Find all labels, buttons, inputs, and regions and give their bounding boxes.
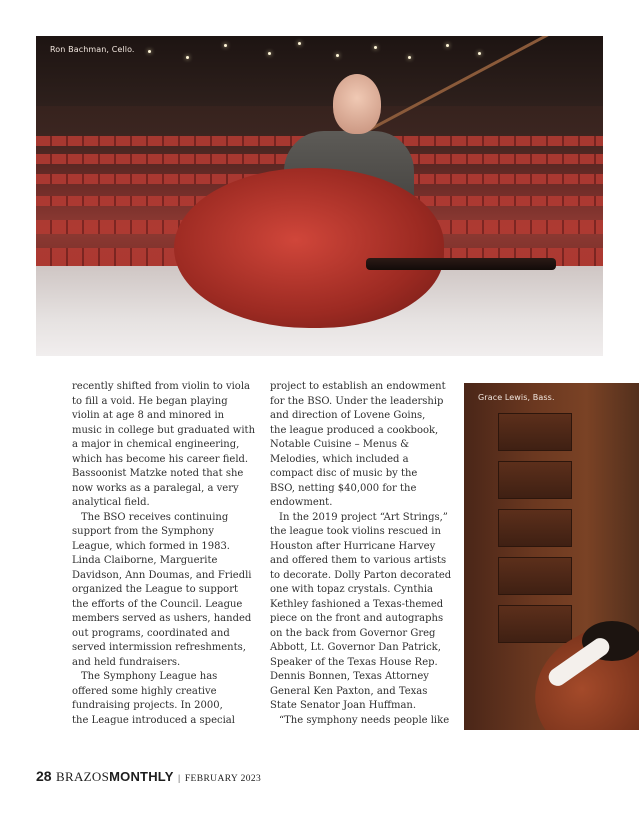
text-line: endowment. <box>270 497 333 508</box>
text-line: General Ken Paxton, and Texas <box>270 685 428 697</box>
paragraph <box>72 670 252 728</box>
text-line: Abbott, Lt. Governor Dan Patrick, <box>270 642 441 653</box>
paragraph <box>72 511 252 671</box>
text-line: which has become his career field. <box>72 453 249 465</box>
text-line: Houston after Hurricane Harvey <box>270 540 436 552</box>
photo-caption-cello: Ron Bachman, Cello. <box>50 45 135 54</box>
cellist-head <box>333 74 381 134</box>
text-line: a major in chemical engineering, <box>72 439 240 450</box>
article-column-middle <box>270 380 455 728</box>
magazine-name-part1: BRAZOS <box>56 769 110 784</box>
text-line: one with topaz crystals. Cynthia <box>270 584 433 595</box>
text-line: now works as a paralegal, a very <box>72 482 239 494</box>
text-line: Speaker of the Texas House Rep. <box>270 656 438 668</box>
text-line: The Symphony League has <box>81 671 218 682</box>
text-line: recently shifted from violin to viola <box>72 381 250 392</box>
issue-separator: | <box>178 774 181 784</box>
text-line: to decorate. Dolly Parton decorated <box>270 569 452 581</box>
magazine-name-part2: MONTHLY <box>109 769 174 784</box>
text-line: to fill a void. He began playing <box>72 395 228 407</box>
text-line: “The symphony needs people like <box>279 714 450 726</box>
text-line: Notable Cuisine – Menus & <box>270 439 410 450</box>
paragraph <box>270 511 455 714</box>
paragraph <box>270 380 455 511</box>
text-line: offered some highly creative <box>72 685 217 697</box>
text-line: League, which formed in 1983. <box>72 540 230 552</box>
text-line: fundraising projects. In 2000, <box>72 700 223 711</box>
text-line: analytical field. <box>72 497 150 508</box>
text-line: Dennis Bonnen, Texas Attorney <box>270 671 429 682</box>
page-number: 28 <box>36 768 52 784</box>
text-line: In the 2019 project “Art Strings,” <box>279 511 448 523</box>
text-line: Melodies, which included a <box>270 453 409 465</box>
text-line: music in college but graduated with <box>72 424 256 436</box>
text-line: the efforts of the Council. League <box>72 598 243 610</box>
text-line: the league took violins rescued in <box>270 526 441 537</box>
text-line: The BSO receives continuing <box>81 511 229 523</box>
text-line: members served as ushers, handed <box>72 613 252 624</box>
article-column-left <box>72 380 256 728</box>
text-line: organized the League to support <box>72 584 238 595</box>
text-line: Linda Claiborne, Marguerite <box>72 555 218 566</box>
text-line: the League introduced a special <box>72 714 235 726</box>
text-line: and held fundraisers. <box>72 656 181 668</box>
text-line: for the BSO. Under the leadership <box>270 395 444 407</box>
text-line: Davidson, Ann Doumas, and Friedli <box>72 569 252 581</box>
text-line: the league produced a cookbook, <box>270 424 439 436</box>
text-line: and direction of Lovene Goins, <box>270 410 426 421</box>
text-line: and offered them to various artists <box>270 555 447 566</box>
text-line: Kethley fashioned a Texas-themed <box>270 598 444 610</box>
text-line: served intermission refreshments, <box>72 642 246 653</box>
text-line: violin at age 8 and minored in <box>72 410 225 421</box>
cello-neck <box>366 258 556 270</box>
page-folio <box>36 768 261 786</box>
cello <box>174 168 444 328</box>
photo-caption-bass: Grace Lewis, Bass. <box>478 393 555 402</box>
text-line: BSO, netting $40,000 for the <box>270 482 417 494</box>
text-line: piece on the front and autographs <box>270 613 444 624</box>
text-line: State Senator Joan Huffman. <box>270 700 417 711</box>
text-line: project to establish an endowment <box>270 381 446 392</box>
paragraph <box>72 380 256 511</box>
text-line: out programs, coordinated and <box>72 627 230 639</box>
paragraph <box>270 714 455 729</box>
text-line: Bassoonist Matzke noted that she <box>72 468 244 479</box>
cello-photo <box>36 36 603 356</box>
text-line: support from the Symphony <box>72 526 215 537</box>
text-line: on the back from Governor Greg <box>270 627 436 639</box>
bass-photo <box>464 383 639 730</box>
text-line: compact disc of music by the <box>270 468 418 479</box>
issue-date: FEBRUARY 2023 <box>184 774 262 784</box>
